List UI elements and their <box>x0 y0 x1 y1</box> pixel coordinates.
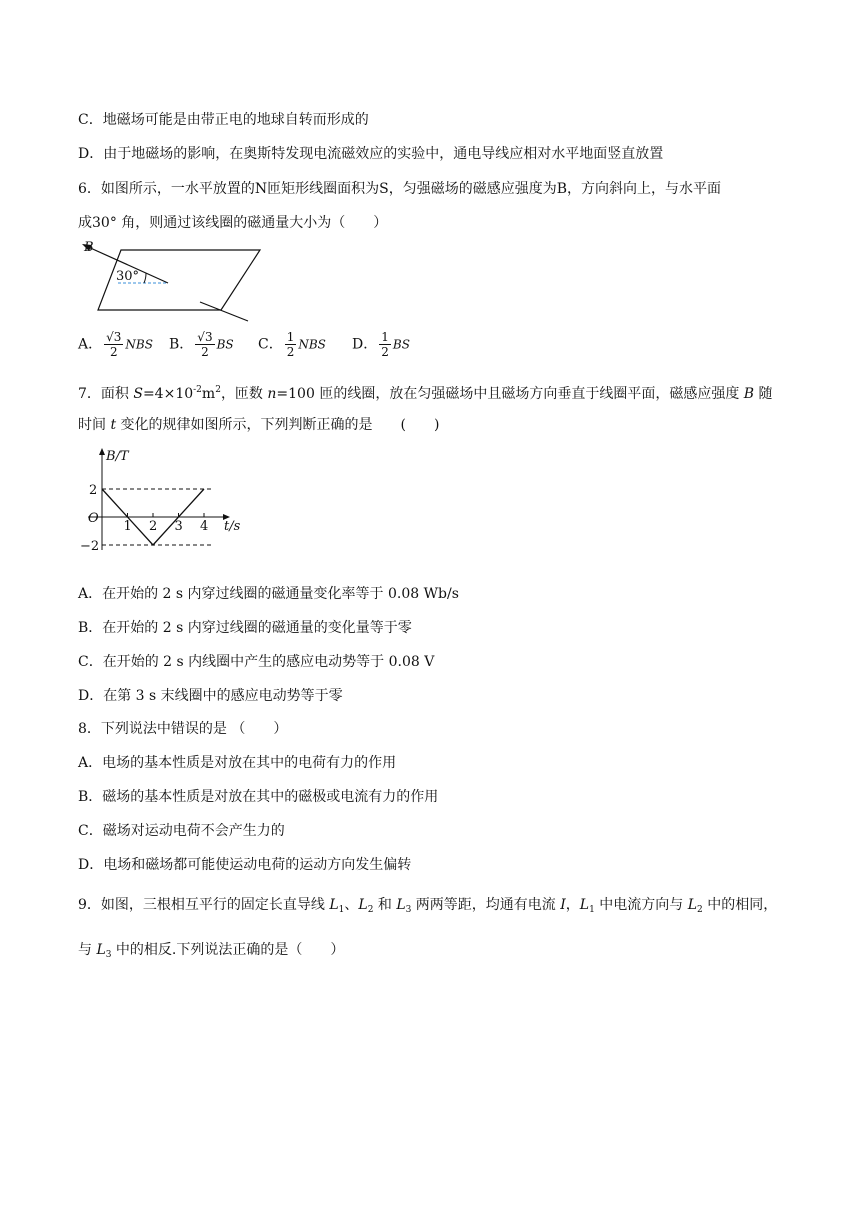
q6-d-numerator: 1 <box>381 330 389 344</box>
q9-var-l: L <box>329 897 339 913</box>
q6-a-numerator: √3 <box>106 330 122 344</box>
q9-stem-line2 <box>78 940 344 965</box>
q7-stem-line1 <box>78 380 773 404</box>
q8-option-b: B．磁场的基本性质是对放在其中的磁极或电流有力的作用 <box>78 789 439 805</box>
q6-b-label: B． <box>169 336 194 353</box>
q6-a-var: NBS <box>125 337 153 352</box>
q7-exponent: 2 <box>215 385 221 395</box>
q6-field-label: B <box>84 240 94 255</box>
q9-var-l: L <box>687 897 698 913</box>
q6-angle-label: 30° <box>116 269 140 284</box>
q8-option-a: A．电场的基本性质是对放在其中的电荷有力的作用 <box>78 755 397 771</box>
q6-a-fraction <box>104 330 123 359</box>
q6-c-numerator: 1 <box>286 330 295 344</box>
q6-c-fraction <box>285 330 297 359</box>
q6-option-a <box>78 330 153 359</box>
q6-option-c <box>258 330 326 359</box>
q7-x-axis-label: t/s <box>224 519 241 534</box>
q7-y-axis-label: B/T <box>106 449 129 464</box>
q9-var-l: L <box>96 942 106 958</box>
q7-y-tick-label: 2 <box>89 483 98 498</box>
q9-stem-line1 <box>78 895 777 920</box>
q5-option-c: C．地磁场可能是由带正电的地球自转而形成的 <box>78 112 369 128</box>
q6-a-label: A． <box>78 336 103 353</box>
q9-subscript: 1 <box>338 905 345 915</box>
q6-figure <box>78 236 268 322</box>
q7-var-b: B <box>743 386 755 402</box>
q9-subscript: 2 <box>367 905 374 915</box>
q9-text: 9．如图，三根相互平行的固定长直导线 <box>78 897 330 913</box>
q9-var-l: L <box>579 897 590 913</box>
q7-chart <box>78 446 258 558</box>
q7-var-n: n <box>267 386 277 402</box>
q8-option-c: C．磁场对运动电荷不会产生力的 <box>78 823 285 839</box>
q9-text: 中电流方向与 <box>594 897 688 913</box>
q6-d-var: BS <box>392 337 410 352</box>
q7-text: 变化的规律如图所示，下列判断正确的是 ( ) <box>116 417 440 433</box>
q6-b-fraction <box>195 330 214 359</box>
q8-option-d: D．电场和磁场都可能使运动电荷的运动方向发生偏转 <box>78 857 412 873</box>
q9-text: ， <box>565 897 580 913</box>
q7-x-tick-label: 4 <box>200 519 209 534</box>
q7-text: ，匝数 <box>220 386 268 402</box>
q9-subscript: 1 <box>589 905 595 915</box>
q6-stem-line2: 成30° 角，则通过该线圈的磁通量大小为（ ） <box>78 215 388 231</box>
q7-text: 7．面积 <box>78 386 134 402</box>
q6-option-b <box>169 330 234 359</box>
q5-option-d: D．由于地磁场的影响，在奥斯特发现电流磁效应的实验中，通电导线应相对水平地面竖直放置 <box>78 146 664 162</box>
q7-option-b: B．在开始的 2 s 内穿过线圈的磁通量的变化量等于零 <box>78 620 412 636</box>
q6-stem-line1: 6．如图所示，一水平放置的N匝矩形线圈面积为S，匀强磁场的磁感应强度为B，方向斜向上，与水平面 <box>78 181 722 197</box>
q9-var-l: L <box>358 897 368 913</box>
q7-x-tick-label: 2 <box>149 519 158 534</box>
q7-text: =100 匝的线圈，放在匀强磁场中且磁场方向垂直于线圈平面，磁感应强度 <box>276 386 744 402</box>
q6-b-denominator: 2 <box>201 345 209 359</box>
q7-stem-line2 <box>78 415 439 435</box>
q7-origin-label: O <box>88 511 99 526</box>
q6-c-denominator: 2 <box>286 345 295 359</box>
q9-text: 两两等距，均通有电流 <box>411 897 561 913</box>
q7-text: 随 <box>754 386 773 402</box>
q9-subscript: 3 <box>405 905 412 915</box>
q6-a-denominator: 2 <box>109 345 118 359</box>
q7-exponent: -2 <box>193 385 202 395</box>
q9-subscript: 3 <box>105 950 112 960</box>
q6-b-var: BS <box>216 337 234 352</box>
q7-option-c: C．在开始的 2 s 内线圈中产生的感应电动势等于 0.08 V <box>78 654 435 670</box>
q9-subscript: 2 <box>697 905 703 915</box>
q6-d-label: D． <box>352 336 378 353</box>
q6-d-denominator: 2 <box>381 345 389 359</box>
q7-x-tick-label: 3 <box>174 519 183 534</box>
q9-text: 中的相同， <box>702 897 778 913</box>
q9-var-l: L <box>396 897 406 913</box>
q9-text: 、 <box>344 897 359 913</box>
q8-stem: 8．下列说法中错误的是 （ ） <box>78 721 288 737</box>
q9-text: 中的相反.下列说法正确的是（ ） <box>111 942 345 958</box>
q6-d-fraction <box>379 330 391 359</box>
q7-var-s: S <box>133 386 143 402</box>
q6-c-label: C． <box>258 336 283 353</box>
q9-text: 与 <box>78 942 97 958</box>
q7-option-a: A．在开始的 2 s 内穿过线圈的磁通量变化率等于 0.08 Wb/s <box>78 586 459 602</box>
q7-text: =4×10 <box>142 386 194 402</box>
q7-text: 时间 <box>78 417 111 433</box>
q7-y-tick-label: −2 <box>80 539 100 554</box>
q6-angle-arc <box>144 273 146 283</box>
q9-text: 和 <box>373 897 397 913</box>
q6-option-d <box>352 330 410 359</box>
q6-c-var: NBS <box>298 337 326 352</box>
q7-option-d: D．在第 3 s 末线圈中的感应电动势等于零 <box>78 688 343 704</box>
q7-unit: m <box>201 386 216 402</box>
q7-var-t: t <box>110 417 117 433</box>
q7-y-axis-arrow <box>99 448 105 455</box>
q9-var-i: I <box>560 897 566 913</box>
q6-b-numerator: √3 <box>197 330 213 344</box>
q7-x-tick-label: 1 <box>123 519 132 534</box>
